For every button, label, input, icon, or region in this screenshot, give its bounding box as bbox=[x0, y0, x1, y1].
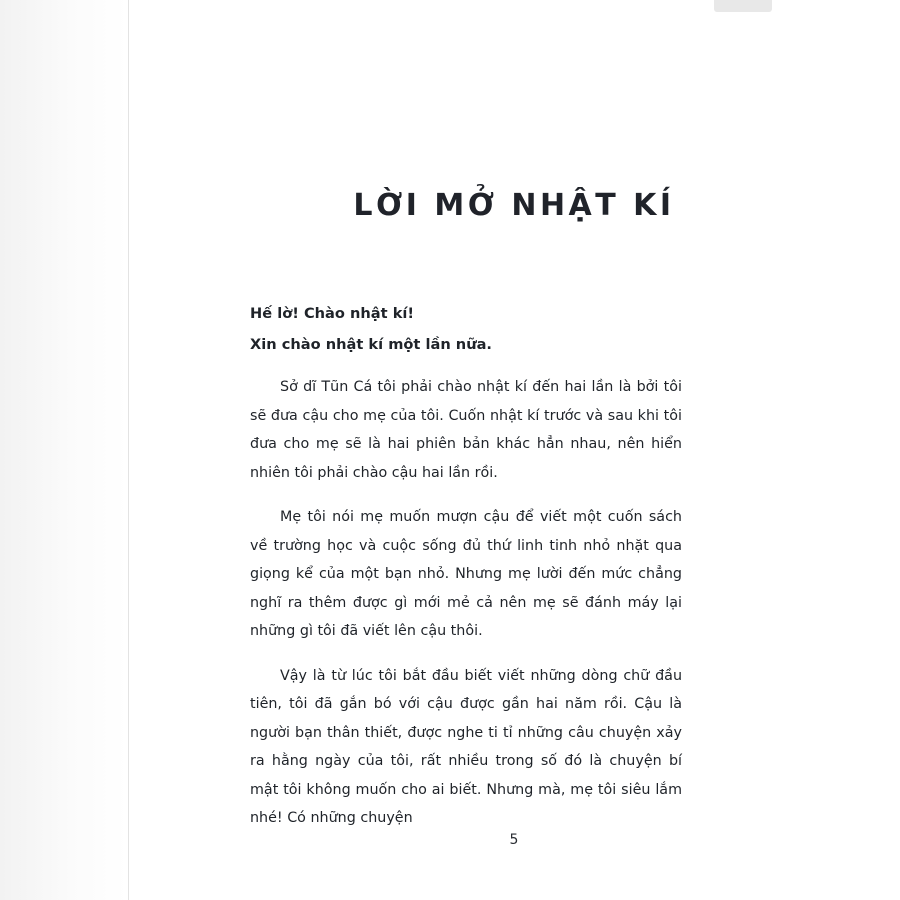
body-paragraph-3: Vậy là từ lúc tôi bắt đầu biết viết những dòng chữ đầu tiên, tôi đã gắn bó với cậu được gần hai năm rồi. Cậu là người bạn thân thiết, được nghe ti tỉ những câu chuyện xảy ra hằng ngày của tôi, rất nhiều trong số đó là chuyện bí mật tôi không muốn cho ai biết. Nhưng mà, mẹ tôi siêu lắm nhé! Có những chuyện bbox=[250, 667, 682, 826]
greeting-line-1: Hế lờ! Chào nhật kí! bbox=[250, 305, 415, 322]
body-paragraph-1: Sở dĩ Tũn Cá tôi phải chào nhật kí đến hai lần là bởi tôi sẽ đưa cậu cho mẹ của tôi. Cuốn nhật kí trước và sau khi tôi đưa cho mẹ sẽ là hai phiên bản khác hẳn nhau, nên hiển nhiên tôi phải chào cậu hai lần rồi. bbox=[250, 379, 682, 481]
page-title: LỜI MỞ NHẬT KÍ bbox=[353, 188, 675, 223]
body-paragraph-2: Mẹ tôi nói mẹ muốn mượn cậu để viết một cuốn sách về trường học và cuộc sống đủ thứ linh tinh nhỏ nhặt qua giọng kể của một bạn nhỏ. Nhưng mẹ lười đến mức chẳng nghĩ ra thêm được gì mới mẻ cả nên mẹ sẽ đánh máy lại những gì tôi đã viết lên cậu thôi. bbox=[250, 509, 682, 639]
body-text-column bbox=[250, 300, 682, 833]
greeting-line-2: Xin chào nhật kí một lần nữa. bbox=[250, 335, 492, 353]
book-spine-shadow bbox=[0, 0, 128, 900]
page-content bbox=[128, 0, 900, 900]
page-number: 5 bbox=[509, 832, 519, 848]
